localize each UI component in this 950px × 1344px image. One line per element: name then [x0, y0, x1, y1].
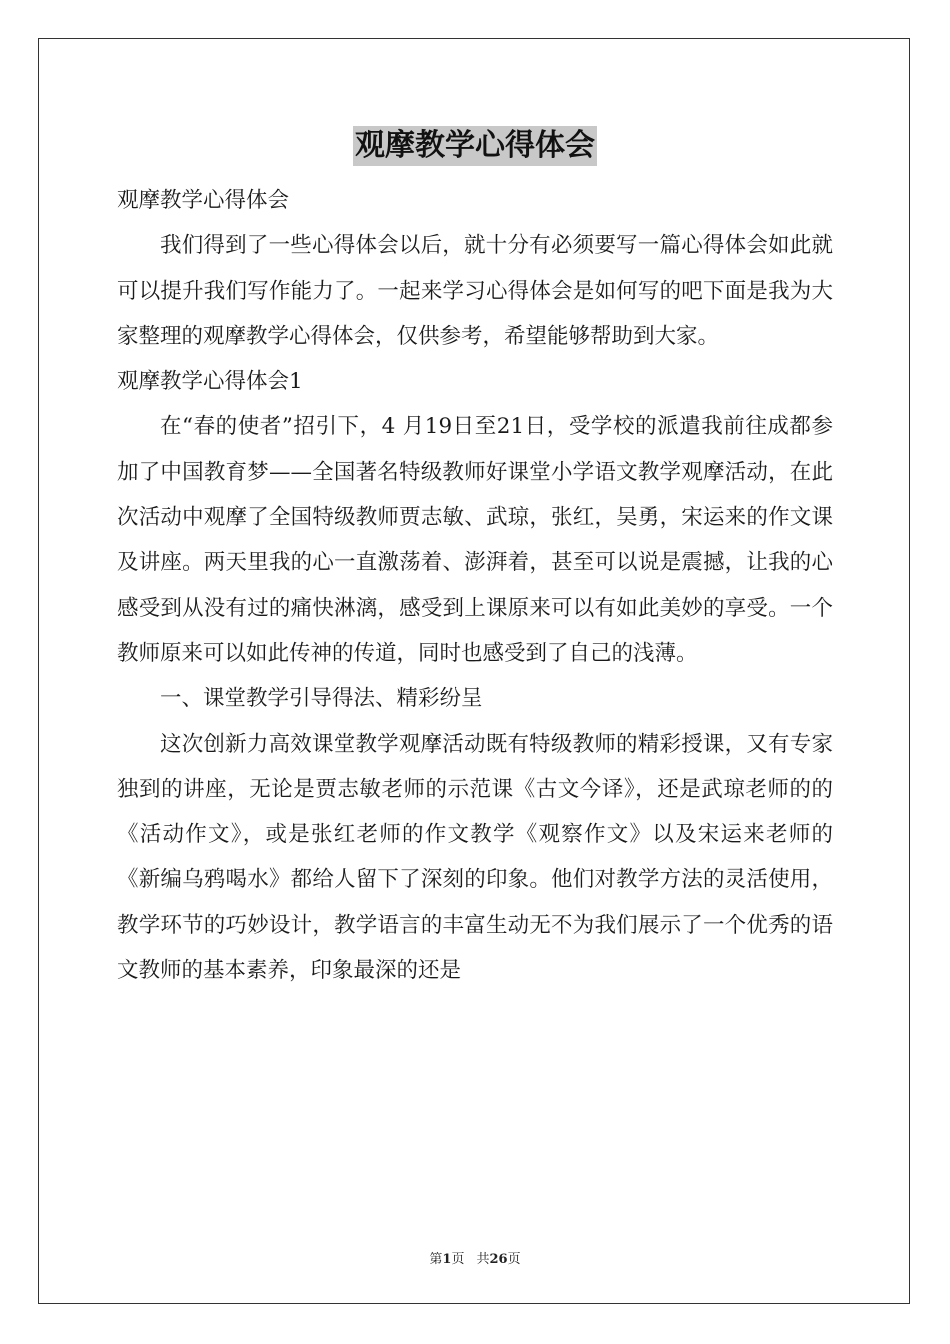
document-body — [117, 178, 833, 993]
total-label-prefix: 共 — [476, 1252, 490, 1267]
total-page-count: 26 — [489, 1252, 508, 1267]
paragraph-intro: 我们得到了一些心得体会以后，就十分有必须要写一篇心得体会如此就可以提升我们写作能力了。一起来学习心得体会是如何写的吧下面是我为大家整理的观摩教学心得体会，仅供参考，希望能够帮助到大家。 — [117, 233, 833, 349]
title-container — [0, 126, 950, 166]
document-title: 观摩教学心得体会 — [353, 126, 597, 166]
page-label-suffix: 页 — [451, 1252, 465, 1267]
current-page-number: 1 — [442, 1252, 452, 1267]
total-label-suffix: 页 — [507, 1252, 521, 1267]
page-label-prefix: 第 — [429, 1252, 443, 1267]
paragraph-subtitle: 观摩教学心得体会 — [117, 188, 290, 213]
paragraph-body-2: 这次创新力高效课堂教学观摩活动既有特级教师的精彩授课，又有专家独到的讲座，无论是贾志敏老师的示范课《古文今译》，还是武琼老师的的《活动作文》，或是张红老师的作文教学《观察作文》以及宋运来老师的《新编乌鸦喝水》都给人留下了深刻的印象。他们对教学方法的灵活使用，教学环节的巧妙设计，教学语言的丰富生动无不为我们展示了一个优秀的语文教师的基本素养，印象最深的还是 — [117, 731, 833, 984]
paragraph-section-heading: 观摩教学心得体会1 — [117, 369, 303, 395]
paragraph-body-1: 在“春的使者”招引下，4 月19日至21日，受学校的派遣我前往成都参加了中国教育梦——全国著名特级教师好课堂小学语文教学观摩活动，在此次活动中观摩了全国特级教师贾志敏、武琼，张红，吴勇，宋运来的作文课及讲座。两天里我的心一直激荡着、澎湃着，甚至可以说是震撼，让我的心感受到从没有过的痛快淋漓，感受到上课原来可以有如此美妙的享受。一个教师原来可以如此传神的传道，同时也感受到了自己的浅薄。 — [117, 414, 833, 666]
paragraph-subheading: 一、课堂教学引导得法、精彩纷呈 — [160, 686, 483, 712]
page-footer — [0, 1248, 950, 1267]
